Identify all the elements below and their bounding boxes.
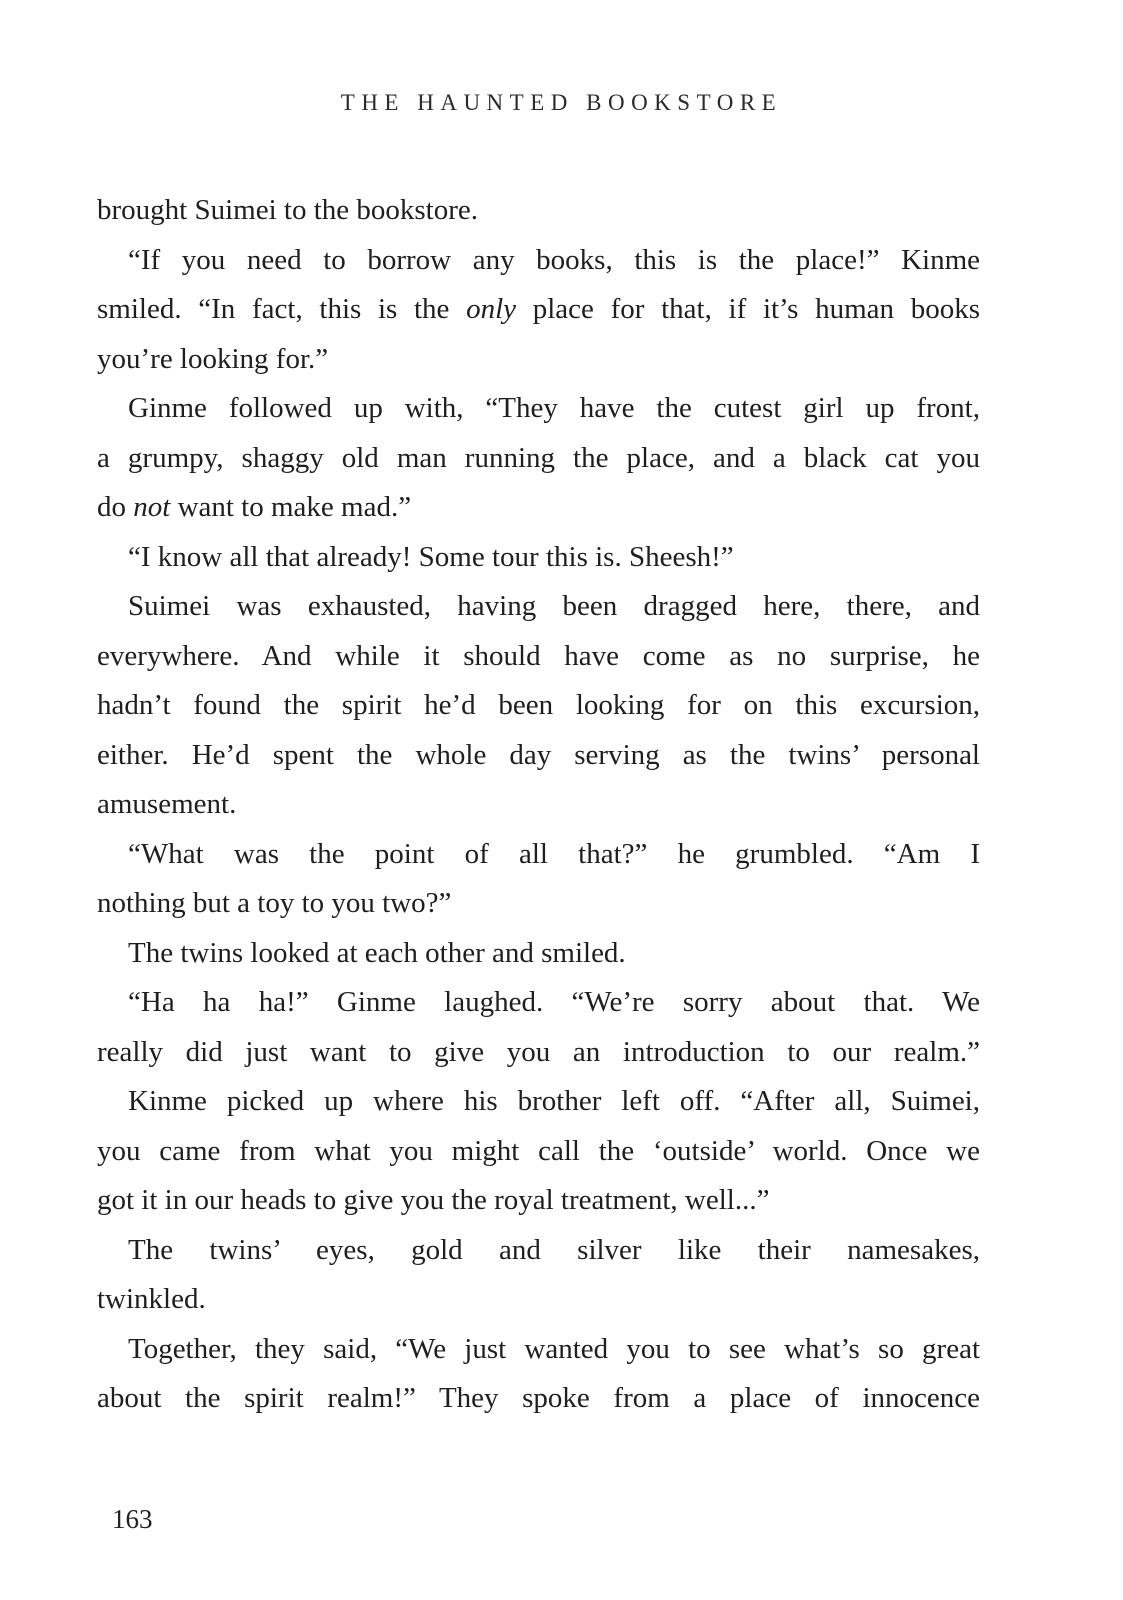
text-run: you came from what you might call the ‘outside’ world. Once we bbox=[97, 1134, 980, 1167]
text-run: really did just want to give you an introduction to our realm.” bbox=[97, 1035, 980, 1068]
text-line bbox=[97, 1077, 980, 1127]
text-line bbox=[97, 1127, 980, 1177]
text-line bbox=[97, 731, 980, 781]
paragraph bbox=[97, 1077, 980, 1226]
text-run: hadn’t found the spirit he’d been looking for on this excursion, bbox=[97, 689, 980, 721]
text-run: amusement. bbox=[97, 788, 237, 820]
text-line bbox=[97, 582, 980, 632]
text-run: want to make mad.” bbox=[170, 491, 412, 523]
text-line bbox=[97, 1176, 980, 1226]
paragraph bbox=[97, 978, 980, 1077]
text-line bbox=[97, 1028, 980, 1078]
text-run: “What was the point of all that?” he grumbled. “Am I bbox=[128, 837, 980, 870]
text-run: nothing but a toy to you two?” bbox=[97, 887, 452, 919]
text-run: either. He’d spent the whole day serving as the twins’ personal bbox=[97, 738, 980, 771]
text-line bbox=[97, 780, 980, 830]
text-line bbox=[97, 879, 980, 929]
text-line bbox=[97, 978, 980, 1028]
text-run: “I know all that already! Some tour this is. Sheesh!” bbox=[128, 540, 734, 573]
paragraph bbox=[97, 186, 980, 236]
text-line bbox=[97, 1275, 980, 1325]
text-run: place for that, if it’s human books bbox=[516, 293, 980, 325]
text-line bbox=[97, 533, 980, 583]
text-run: everywhere. And while it should have come as no surprise, he bbox=[97, 639, 980, 672]
text-run: do bbox=[97, 491, 134, 523]
text-run: Suimei was exhausted, having been dragged here, there, and bbox=[128, 590, 980, 622]
paragraph bbox=[97, 1325, 980, 1424]
text-run: a grumpy, shaggy old man running the place, and a black cat you bbox=[97, 441, 980, 474]
text-line bbox=[97, 1226, 980, 1276]
text-line bbox=[97, 236, 980, 286]
text-line bbox=[97, 434, 980, 484]
text-run: about the spirit realm!” They spoke from a place of innocence bbox=[97, 1382, 980, 1414]
paragraph bbox=[97, 582, 980, 830]
paragraph bbox=[97, 236, 980, 385]
page-number: 163 bbox=[112, 1504, 153, 1534]
text-run: got it in our heads to give you the royal treatment, well...” bbox=[97, 1184, 770, 1216]
text-run: The twins looked at each other and smiled. bbox=[128, 936, 626, 969]
paragraph bbox=[97, 929, 980, 979]
italic-text-run: only bbox=[466, 293, 517, 325]
text-run: Together, they said, “We just wanted you to see what’s so great bbox=[128, 1332, 980, 1365]
text-line bbox=[97, 681, 980, 731]
text-run: twinkled. bbox=[97, 1283, 206, 1315]
text-run: “If you need to borrow any books, this is the place!” Kinme bbox=[128, 243, 980, 276]
text-line bbox=[97, 1374, 980, 1424]
text-line bbox=[97, 929, 980, 979]
text-line bbox=[97, 335, 980, 385]
paragraph bbox=[97, 533, 980, 583]
text-run: you’re looking for.” bbox=[97, 342, 329, 375]
text-line bbox=[97, 186, 980, 236]
text-line bbox=[97, 1325, 980, 1375]
text-run: The twins’ eyes, gold and silver like their namesakes, bbox=[128, 1233, 980, 1266]
text-line bbox=[97, 285, 980, 335]
paragraph bbox=[97, 830, 980, 929]
text-run: Ginme followed up with, “They have the cutest girl up front, bbox=[128, 392, 980, 424]
body-text bbox=[97, 186, 980, 1424]
text-run: smiled. “In fact, this is the bbox=[97, 293, 467, 325]
text-line bbox=[97, 384, 980, 434]
paragraph bbox=[97, 1226, 980, 1325]
text-run: “Ha ha ha!” Ginme laughed. “We’re sorry about that. We bbox=[128, 986, 980, 1018]
text-line bbox=[97, 830, 980, 880]
text-run: brought Suimei to the bookstore. bbox=[97, 194, 478, 226]
paragraph bbox=[97, 384, 980, 533]
text-line bbox=[97, 632, 980, 682]
italic-text-run: not bbox=[133, 491, 171, 523]
text-run: Kinme picked up where his brother left off. “After all, Suimei, bbox=[128, 1085, 980, 1117]
running-header: THE HAUNTED BOOKSTORE bbox=[340, 90, 783, 115]
text-line bbox=[97, 483, 980, 533]
